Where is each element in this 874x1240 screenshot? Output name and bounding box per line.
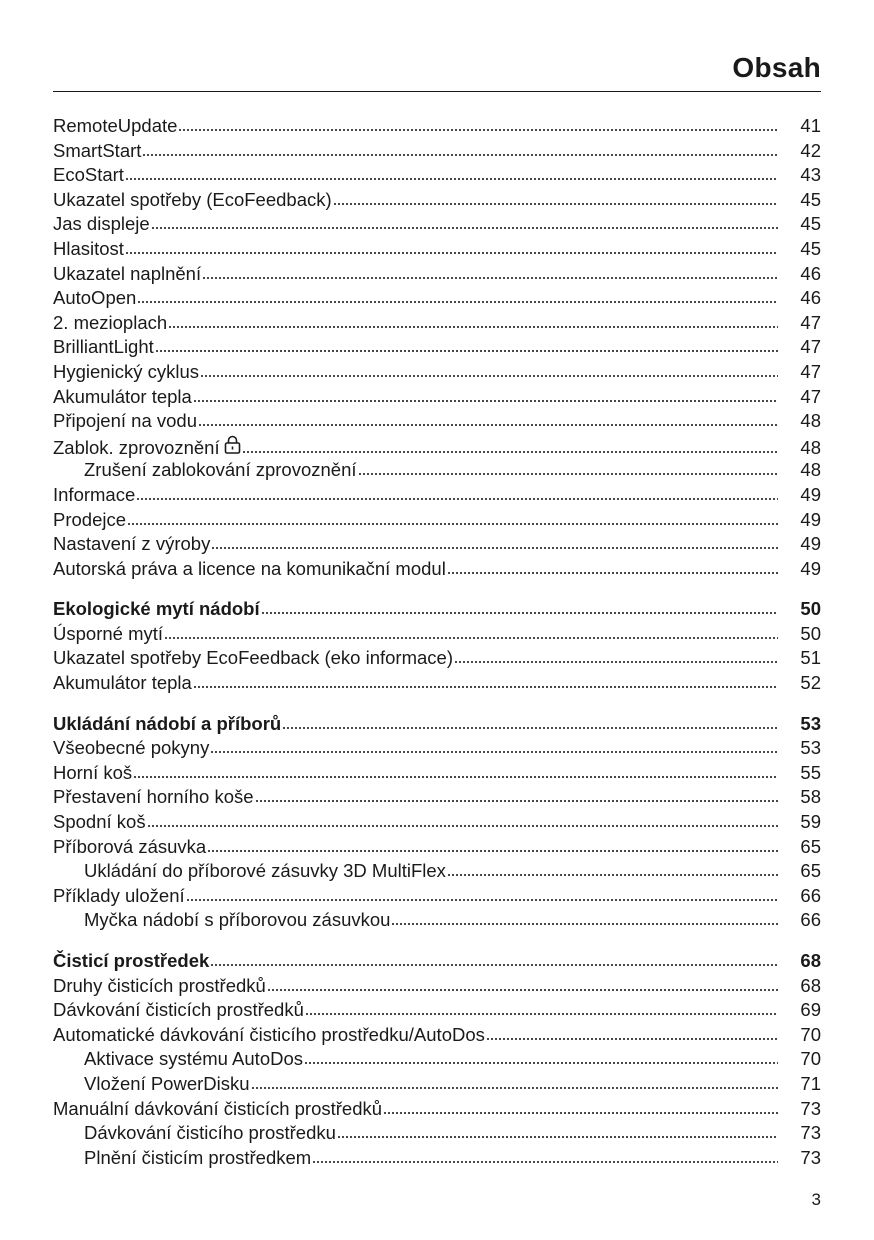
toc-entry[interactable] bbox=[53, 336, 821, 361]
toc-page-number: 45 bbox=[800, 237, 821, 259]
toc-page-number: 50 bbox=[800, 622, 821, 644]
toc-entry[interactable] bbox=[53, 999, 821, 1024]
dot-leader bbox=[200, 375, 778, 377]
toc-entry-label: Dávkování čisticích prostředků bbox=[53, 999, 304, 1021]
toc-entry[interactable] bbox=[53, 287, 821, 312]
toc-section bbox=[53, 713, 821, 934]
toc-section bbox=[53, 950, 821, 1171]
dot-leader bbox=[142, 154, 778, 156]
toc-entry-label: Hlasitost bbox=[53, 237, 124, 259]
toc-entry[interactable] bbox=[53, 164, 821, 189]
toc-page-number: 73 bbox=[800, 1122, 821, 1144]
toc-entry[interactable] bbox=[53, 509, 821, 534]
dot-leader bbox=[486, 1038, 778, 1040]
dot-leader bbox=[136, 498, 778, 500]
toc-page-number: 55 bbox=[800, 761, 821, 783]
toc-entry-label: Autorská práva a licence na komunikační modul bbox=[53, 557, 446, 579]
toc-entry-label: Vložení PowerDisku bbox=[84, 1072, 250, 1094]
toc-entry[interactable] bbox=[53, 410, 821, 435]
toc-entry-label: Příborová zásuvka bbox=[53, 835, 207, 857]
dot-leader bbox=[391, 923, 778, 925]
toc-heading[interactable] bbox=[53, 713, 821, 738]
toc-entry[interactable] bbox=[53, 1024, 821, 1049]
toc-entry-label: 2. mezioplach bbox=[53, 311, 168, 333]
toc-entry[interactable] bbox=[53, 533, 821, 558]
toc-page-number: 66 bbox=[800, 884, 821, 906]
dot-leader bbox=[267, 989, 778, 991]
toc-page-number: 47 bbox=[800, 360, 821, 382]
toc-page-number: 50 bbox=[800, 598, 821, 620]
toc-entry[interactable] bbox=[53, 647, 821, 672]
toc-entry-label: Manuální dávkování čisticích prostředků bbox=[53, 1097, 383, 1119]
toc-page-number: 53 bbox=[800, 737, 821, 759]
toc-page-number: 59 bbox=[800, 811, 821, 833]
toc-page-number: 73 bbox=[800, 1146, 821, 1168]
dot-leader bbox=[304, 1062, 778, 1064]
toc-section bbox=[53, 598, 821, 696]
dot-leader bbox=[207, 850, 778, 852]
toc-entry[interactable] bbox=[53, 312, 821, 337]
toc-entry-label: Prodejce bbox=[53, 508, 127, 530]
dot-leader bbox=[447, 874, 778, 876]
toc-entry-label: Horní koš bbox=[53, 761, 133, 783]
toc-entry-label: Ukazatel spotřeby EcoFeedback (eko informace) bbox=[53, 647, 453, 669]
toc-entry-label: Připojení na vodu bbox=[53, 410, 197, 432]
dot-leader bbox=[305, 1013, 778, 1015]
toc-entry-label: Nastavení z výroby bbox=[53, 533, 211, 555]
toc-page-number: 45 bbox=[800, 213, 821, 235]
toc-entry-label: SmartStart bbox=[53, 139, 142, 161]
dot-leader bbox=[333, 203, 778, 205]
dot-leader bbox=[151, 227, 778, 229]
dot-leader bbox=[155, 350, 778, 352]
toc-page-number: 49 bbox=[800, 557, 821, 579]
toc-entry-label: Ekologické mytí nádobí bbox=[53, 598, 260, 620]
dot-leader bbox=[193, 400, 778, 402]
toc-entry-label: Plnění čisticím prostředkem bbox=[84, 1146, 312, 1168]
header-divider bbox=[53, 91, 821, 92]
toc-entry[interactable] bbox=[53, 140, 821, 165]
toc-page-number: 42 bbox=[800, 139, 821, 161]
toc-entry-label: Úsporné mytí bbox=[53, 622, 164, 644]
toc-entry-label: Dávkování čisticího prostředku bbox=[84, 1122, 336, 1144]
toc-entry[interactable] bbox=[53, 115, 821, 140]
toc-entry[interactable] bbox=[53, 238, 821, 263]
toc-entry-label: Automatické dávkování čisticího prostředku/AutoDos bbox=[53, 1023, 485, 1045]
dot-leader bbox=[186, 899, 778, 901]
toc-entry-label: Čisticí prostředek bbox=[53, 950, 210, 971]
dot-leader bbox=[164, 637, 778, 639]
dot-leader bbox=[255, 800, 778, 802]
page-number: 3 bbox=[811, 1190, 821, 1209]
dot-leader bbox=[202, 277, 778, 279]
dot-leader bbox=[168, 326, 778, 328]
toc-page-number: 70 bbox=[800, 1023, 821, 1045]
toc-entry-label: AutoOpen bbox=[53, 287, 137, 309]
toc-entry[interactable] bbox=[53, 786, 821, 811]
toc-entry-label: Akumulátor tepla bbox=[53, 385, 192, 407]
toc-entry[interactable] bbox=[53, 484, 821, 509]
dot-leader bbox=[312, 1161, 778, 1163]
toc-page-number: 46 bbox=[800, 287, 821, 309]
dot-leader bbox=[137, 301, 778, 303]
toc-page-number: 49 bbox=[800, 533, 821, 555]
dot-leader bbox=[125, 252, 778, 254]
toc-entry[interactable] bbox=[53, 1098, 821, 1123]
toc-entry-label: Spodní koš bbox=[53, 811, 146, 833]
toc-section bbox=[53, 115, 821, 582]
toc-entry-label: Akumulátor tepla bbox=[53, 672, 192, 694]
dot-leader bbox=[178, 129, 778, 131]
toc-page-number: 43 bbox=[800, 164, 821, 186]
toc-entry[interactable] bbox=[53, 623, 821, 648]
toc-subentry[interactable] bbox=[53, 1048, 821, 1073]
toc-entry-label: RemoteUpdate bbox=[53, 115, 178, 136]
toc-page-number: 48 bbox=[800, 459, 821, 481]
dot-leader bbox=[337, 1136, 778, 1138]
toc-entry-label: EcoStart bbox=[53, 164, 124, 186]
toc-page-number: 68 bbox=[800, 950, 821, 971]
toc-page-number: 53 bbox=[800, 712, 821, 734]
toc-page-number: 49 bbox=[800, 508, 821, 530]
toc-entry[interactable] bbox=[53, 386, 821, 411]
dot-leader bbox=[454, 661, 778, 663]
toc-entry[interactable] bbox=[53, 263, 821, 288]
toc-page-number: 41 bbox=[800, 115, 821, 136]
toc-page-number: 47 bbox=[800, 311, 821, 333]
toc-entry-label: Ukládání nádobí a příborů bbox=[53, 712, 282, 734]
toc-entry[interactable] bbox=[53, 189, 821, 214]
dot-leader bbox=[251, 1087, 778, 1089]
toc-entry-label: Příklady uložení bbox=[53, 884, 185, 906]
dot-leader bbox=[147, 825, 778, 827]
dot-leader bbox=[211, 547, 778, 549]
toc-entry-label: Přestavení horního koše bbox=[53, 786, 254, 808]
toc-page-number: 51 bbox=[800, 647, 821, 669]
toc-entry[interactable] bbox=[53, 811, 821, 836]
toc-heading[interactable] bbox=[53, 598, 821, 623]
toc-entry-label: Druhy čisticích prostředků bbox=[53, 974, 266, 996]
toc-entry-label: BrilliantLight bbox=[53, 336, 154, 358]
toc-page-number: 70 bbox=[800, 1048, 821, 1070]
toc-entry-label: Myčka nádobí s příborovou zásuvkou bbox=[84, 909, 391, 931]
toc-page-number: 66 bbox=[800, 909, 821, 931]
dot-leader bbox=[125, 178, 778, 180]
dot-leader bbox=[210, 751, 778, 753]
toc-entry-label: Zablok. zprovoznění bbox=[53, 436, 220, 458]
toc-subentry[interactable] bbox=[53, 860, 821, 885]
dot-leader bbox=[447, 572, 778, 574]
toc-page-number: 73 bbox=[800, 1097, 821, 1119]
dot-leader bbox=[242, 451, 778, 453]
page-title: Obsah bbox=[732, 52, 821, 83]
dot-leader bbox=[127, 523, 778, 525]
toc-entry[interactable] bbox=[53, 737, 821, 762]
toc-entry[interactable] bbox=[53, 213, 821, 238]
toc-entry[interactable] bbox=[53, 836, 821, 861]
toc-entry[interactable] bbox=[53, 975, 821, 1000]
toc-entry-label: Aktivace systému AutoDos bbox=[84, 1048, 304, 1070]
toc-entry[interactable] bbox=[53, 558, 821, 583]
toc-subentry[interactable] bbox=[53, 1122, 821, 1147]
dot-leader bbox=[261, 612, 778, 614]
toc-entry-label: Jas displeje bbox=[53, 213, 150, 235]
toc-entry[interactable] bbox=[53, 435, 821, 460]
dot-leader bbox=[383, 1112, 778, 1114]
dot-leader bbox=[193, 686, 778, 688]
toc-subentry[interactable] bbox=[53, 909, 821, 934]
dot-leader bbox=[358, 473, 778, 475]
dot-leader bbox=[133, 776, 778, 778]
toc-subentry[interactable] bbox=[53, 1073, 821, 1098]
toc-entry-label: Informace bbox=[53, 483, 136, 505]
toc-page-number: 48 bbox=[800, 436, 821, 458]
toc-page-number: 45 bbox=[800, 188, 821, 210]
toc-page-number: 46 bbox=[800, 262, 821, 284]
toc-heading[interactable] bbox=[53, 950, 821, 975]
toc-entry-label: Ukazatel naplnění bbox=[53, 262, 202, 284]
table-of-contents bbox=[53, 115, 821, 1187]
toc-entry-label: Zrušení zablokování zprovoznění bbox=[84, 459, 357, 481]
lock-icon bbox=[224, 435, 241, 459]
toc-page-number: 69 bbox=[800, 999, 821, 1021]
toc-entry[interactable] bbox=[53, 885, 821, 910]
toc-entry-label: Ukládání do příborové zásuvky 3D MultiFlex bbox=[84, 860, 446, 882]
toc-subentry[interactable] bbox=[53, 459, 821, 484]
toc-entry-label: Všeobecné pokyny bbox=[53, 737, 210, 759]
toc-page-number: 48 bbox=[800, 410, 821, 432]
dot-leader bbox=[198, 424, 778, 426]
toc-page-number: 65 bbox=[800, 835, 821, 857]
toc-page-number: 52 bbox=[800, 672, 821, 694]
toc-entry-label: Hygienický cyklus bbox=[53, 360, 199, 382]
toc-page-number: 71 bbox=[800, 1072, 821, 1094]
toc-page-number: 65 bbox=[800, 860, 821, 882]
toc-page-number: 49 bbox=[800, 483, 821, 505]
toc-page-number: 47 bbox=[800, 336, 821, 358]
toc-subentry[interactable] bbox=[53, 1147, 821, 1172]
toc-entry[interactable] bbox=[53, 762, 821, 787]
dot-leader bbox=[282, 727, 778, 729]
toc-page-number: 58 bbox=[800, 786, 821, 808]
toc-entry[interactable] bbox=[53, 361, 821, 386]
toc-entry-label: Ukazatel spotřeby (EcoFeedback) bbox=[53, 188, 332, 210]
toc-page-number: 68 bbox=[800, 974, 821, 996]
toc-entry[interactable] bbox=[53, 672, 821, 697]
dot-leader bbox=[210, 964, 778, 966]
toc-page-number: 47 bbox=[800, 385, 821, 407]
